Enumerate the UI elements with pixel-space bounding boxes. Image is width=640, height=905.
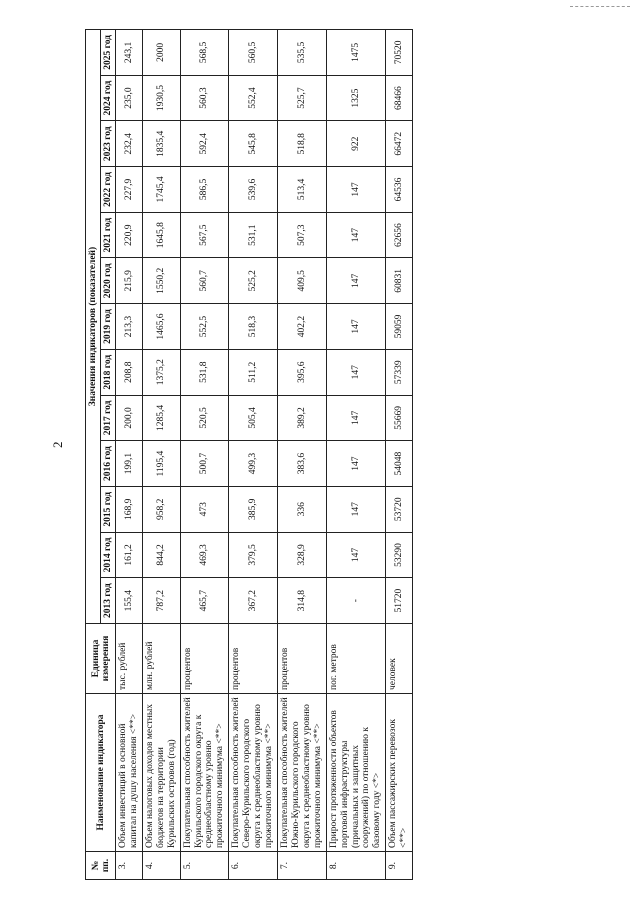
header-no: № пп. (86, 852, 116, 880)
value-cell: 1465,6 (142, 304, 180, 350)
value-cell: 147 (326, 486, 386, 532)
value-cell: 469,3 (180, 532, 229, 578)
value-cell: 383,6 (277, 441, 326, 487)
value-cell: 59059 (386, 304, 413, 350)
value-cell: 168,9 (116, 486, 143, 532)
unit-cell: млн. рублей (142, 624, 180, 694)
indicator-name: Покупательная способность жителей Южно-Курильского городского округа к среднеобластному уровню прожиточного минимума <**> (277, 694, 326, 852)
value-cell: 2000 (142, 30, 180, 76)
value-cell: 68466 (386, 75, 413, 121)
value-cell: 155,4 (116, 578, 143, 624)
header-year: 2022 год (101, 167, 116, 213)
value-cell: 1550,2 (142, 258, 180, 304)
value-cell: 70520 (386, 30, 413, 76)
value-cell: 525,7 (277, 75, 326, 121)
value-cell: 57339 (386, 349, 413, 395)
header-year: 2025 год (101, 30, 116, 76)
value-cell: 500,7 (180, 441, 229, 487)
value-cell: 213,3 (116, 304, 143, 350)
value-cell: 147 (326, 441, 386, 487)
row-number: 9. (386, 852, 413, 880)
value-cell: 535,5 (277, 30, 326, 76)
value-cell: 147 (326, 532, 386, 578)
rotated-table-wrap (85, 30, 625, 880)
header-year: 2020 год (101, 258, 116, 304)
value-cell: 208,8 (116, 349, 143, 395)
value-cell: 473 (180, 486, 229, 532)
indicator-name: Объем инвестиций в основной капитал на душу населения <**> (116, 694, 143, 852)
value-cell: 505,4 (229, 395, 278, 441)
value-cell: 314,8 (277, 578, 326, 624)
table-row (142, 30, 180, 880)
value-cell: 1835,4 (142, 121, 180, 167)
value-cell: 53720 (386, 486, 413, 532)
value-cell: 220,9 (116, 212, 143, 258)
value-cell: 409,5 (277, 258, 326, 304)
value-cell: 336 (277, 486, 326, 532)
value-cell: 328,9 (277, 532, 326, 578)
value-cell: 844,2 (142, 532, 180, 578)
value-cell: 402,2 (277, 304, 326, 350)
unit-cell: процентов (180, 624, 229, 694)
value-cell: 1325 (326, 75, 386, 121)
value-cell: 227,9 (116, 167, 143, 213)
row-number: 3. (116, 852, 143, 880)
header-values: Значения индикаторов (показателей) (86, 30, 101, 624)
value-cell: 215,9 (116, 258, 143, 304)
value-cell: 922 (326, 121, 386, 167)
indicator-name: Прирост протяженности объектов портовой инфраструктуры (причальных и защитных сооружений) по отношению к базовому году <*> (326, 694, 386, 852)
value-cell: 567,5 (180, 212, 229, 258)
row-number: 4. (142, 852, 180, 880)
value-cell: 147 (326, 304, 386, 350)
indicator-name: Объем пассажирских перевозок <**> (386, 694, 413, 852)
table-body (116, 30, 413, 880)
page-number: 2 (50, 441, 65, 448)
unit-cell: процентов (277, 624, 326, 694)
value-cell: 1475 (326, 30, 386, 76)
value-cell: 54048 (386, 441, 413, 487)
value-cell: 518,8 (277, 121, 326, 167)
value-cell: 235,0 (116, 75, 143, 121)
row-number: 7. (277, 852, 326, 880)
table-row (326, 30, 386, 880)
value-cell: 958,2 (142, 486, 180, 532)
header-unit: Единица измерения (86, 624, 116, 694)
value-cell: 560,3 (180, 75, 229, 121)
value-cell: 552,5 (180, 304, 229, 350)
row-number: 5. (180, 852, 229, 880)
value-cell: 513,4 (277, 167, 326, 213)
value-cell: 51720 (386, 578, 413, 624)
value-cell: 147 (326, 395, 386, 441)
value-cell: 1645,8 (142, 212, 180, 258)
table-row (116, 30, 143, 880)
indicator-name: Покупательная способность жителей Северо-Курильского городского округа к среднеобластному уровню прожиточного минимума <**> (229, 694, 278, 852)
value-cell: 147 (326, 212, 386, 258)
value-cell: 385,9 (229, 486, 278, 532)
value-cell: 243,1 (116, 30, 143, 76)
value-cell: 367,2 (229, 578, 278, 624)
value-cell: 568,5 (180, 30, 229, 76)
table-row (386, 30, 413, 880)
value-cell: 53290 (386, 532, 413, 578)
value-cell: 592,4 (180, 121, 229, 167)
indicator-name: Покупательная способность жителей Курильского городского округа к среднеобластному уровню прожиточного минимума <**> (180, 694, 229, 852)
indicators-table (85, 29, 413, 880)
value-cell: 545,8 (229, 121, 278, 167)
value-cell: 560,7 (180, 258, 229, 304)
unit-cell: тыс. рублей (116, 624, 143, 694)
indicator-name: Объем налоговых доходов местных бюджетов на территории Курильских островов (год) (142, 694, 180, 852)
value-cell: 520,5 (180, 395, 229, 441)
value-cell: 161,2 (116, 532, 143, 578)
value-cell: 66472 (386, 121, 413, 167)
value-cell: 499,3 (229, 441, 278, 487)
table-row (229, 30, 278, 880)
header-year: 2024 год (101, 75, 116, 121)
value-cell: 389,2 (277, 395, 326, 441)
value-cell: 525,2 (229, 258, 278, 304)
header-year: 2014 год (101, 532, 116, 578)
unit-cell: человек (386, 624, 413, 694)
value-cell: 1195,4 (142, 441, 180, 487)
value-cell: 1375,2 (142, 349, 180, 395)
value-cell: 60831 (386, 258, 413, 304)
value-cell: 379,5 (229, 532, 278, 578)
unit-cell: процентов (229, 624, 278, 694)
value-cell: 465,7 (180, 578, 229, 624)
value-cell: 518,3 (229, 304, 278, 350)
value-cell: 531,8 (180, 349, 229, 395)
value-cell: 395,6 (277, 349, 326, 395)
value-cell: 62656 (386, 212, 413, 258)
value-cell: 539,6 (229, 167, 278, 213)
header-year: 2016 год (101, 441, 116, 487)
header-year: 2015 год (101, 486, 116, 532)
value-cell: 507,3 (277, 212, 326, 258)
header-name: Наименование индикатора (86, 694, 116, 852)
value-cell: - (326, 578, 386, 624)
top-dashed-line (570, 6, 630, 7)
header-year: 2021 год (101, 212, 116, 258)
value-cell: 147 (326, 258, 386, 304)
value-cell: 511,2 (229, 349, 278, 395)
row-number: 6. (229, 852, 278, 880)
value-cell: 1745,4 (142, 167, 180, 213)
unit-cell: пог. метров (326, 624, 386, 694)
value-cell: 586,5 (180, 167, 229, 213)
value-cell: 531,1 (229, 212, 278, 258)
value-cell: 200,0 (116, 395, 143, 441)
header-year: 2023 год (101, 121, 116, 167)
value-cell: 55669 (386, 395, 413, 441)
table-row (180, 30, 229, 880)
value-cell: 1285,4 (142, 395, 180, 441)
value-cell: 552,4 (229, 75, 278, 121)
value-cell: 147 (326, 167, 386, 213)
header-year: 2013 год (101, 578, 116, 624)
value-cell: 1930,5 (142, 75, 180, 121)
value-cell: 147 (326, 349, 386, 395)
header-year: 2018 год (101, 349, 116, 395)
value-cell: 560,5 (229, 30, 278, 76)
header-year: 2019 год (101, 304, 116, 350)
value-cell: 787,2 (142, 578, 180, 624)
header-year: 2017 год (101, 395, 116, 441)
value-cell: 64536 (386, 167, 413, 213)
value-cell: 199,1 (116, 441, 143, 487)
value-cell: 232,4 (116, 121, 143, 167)
row-number: 8. (326, 852, 386, 880)
table-row (277, 30, 326, 880)
